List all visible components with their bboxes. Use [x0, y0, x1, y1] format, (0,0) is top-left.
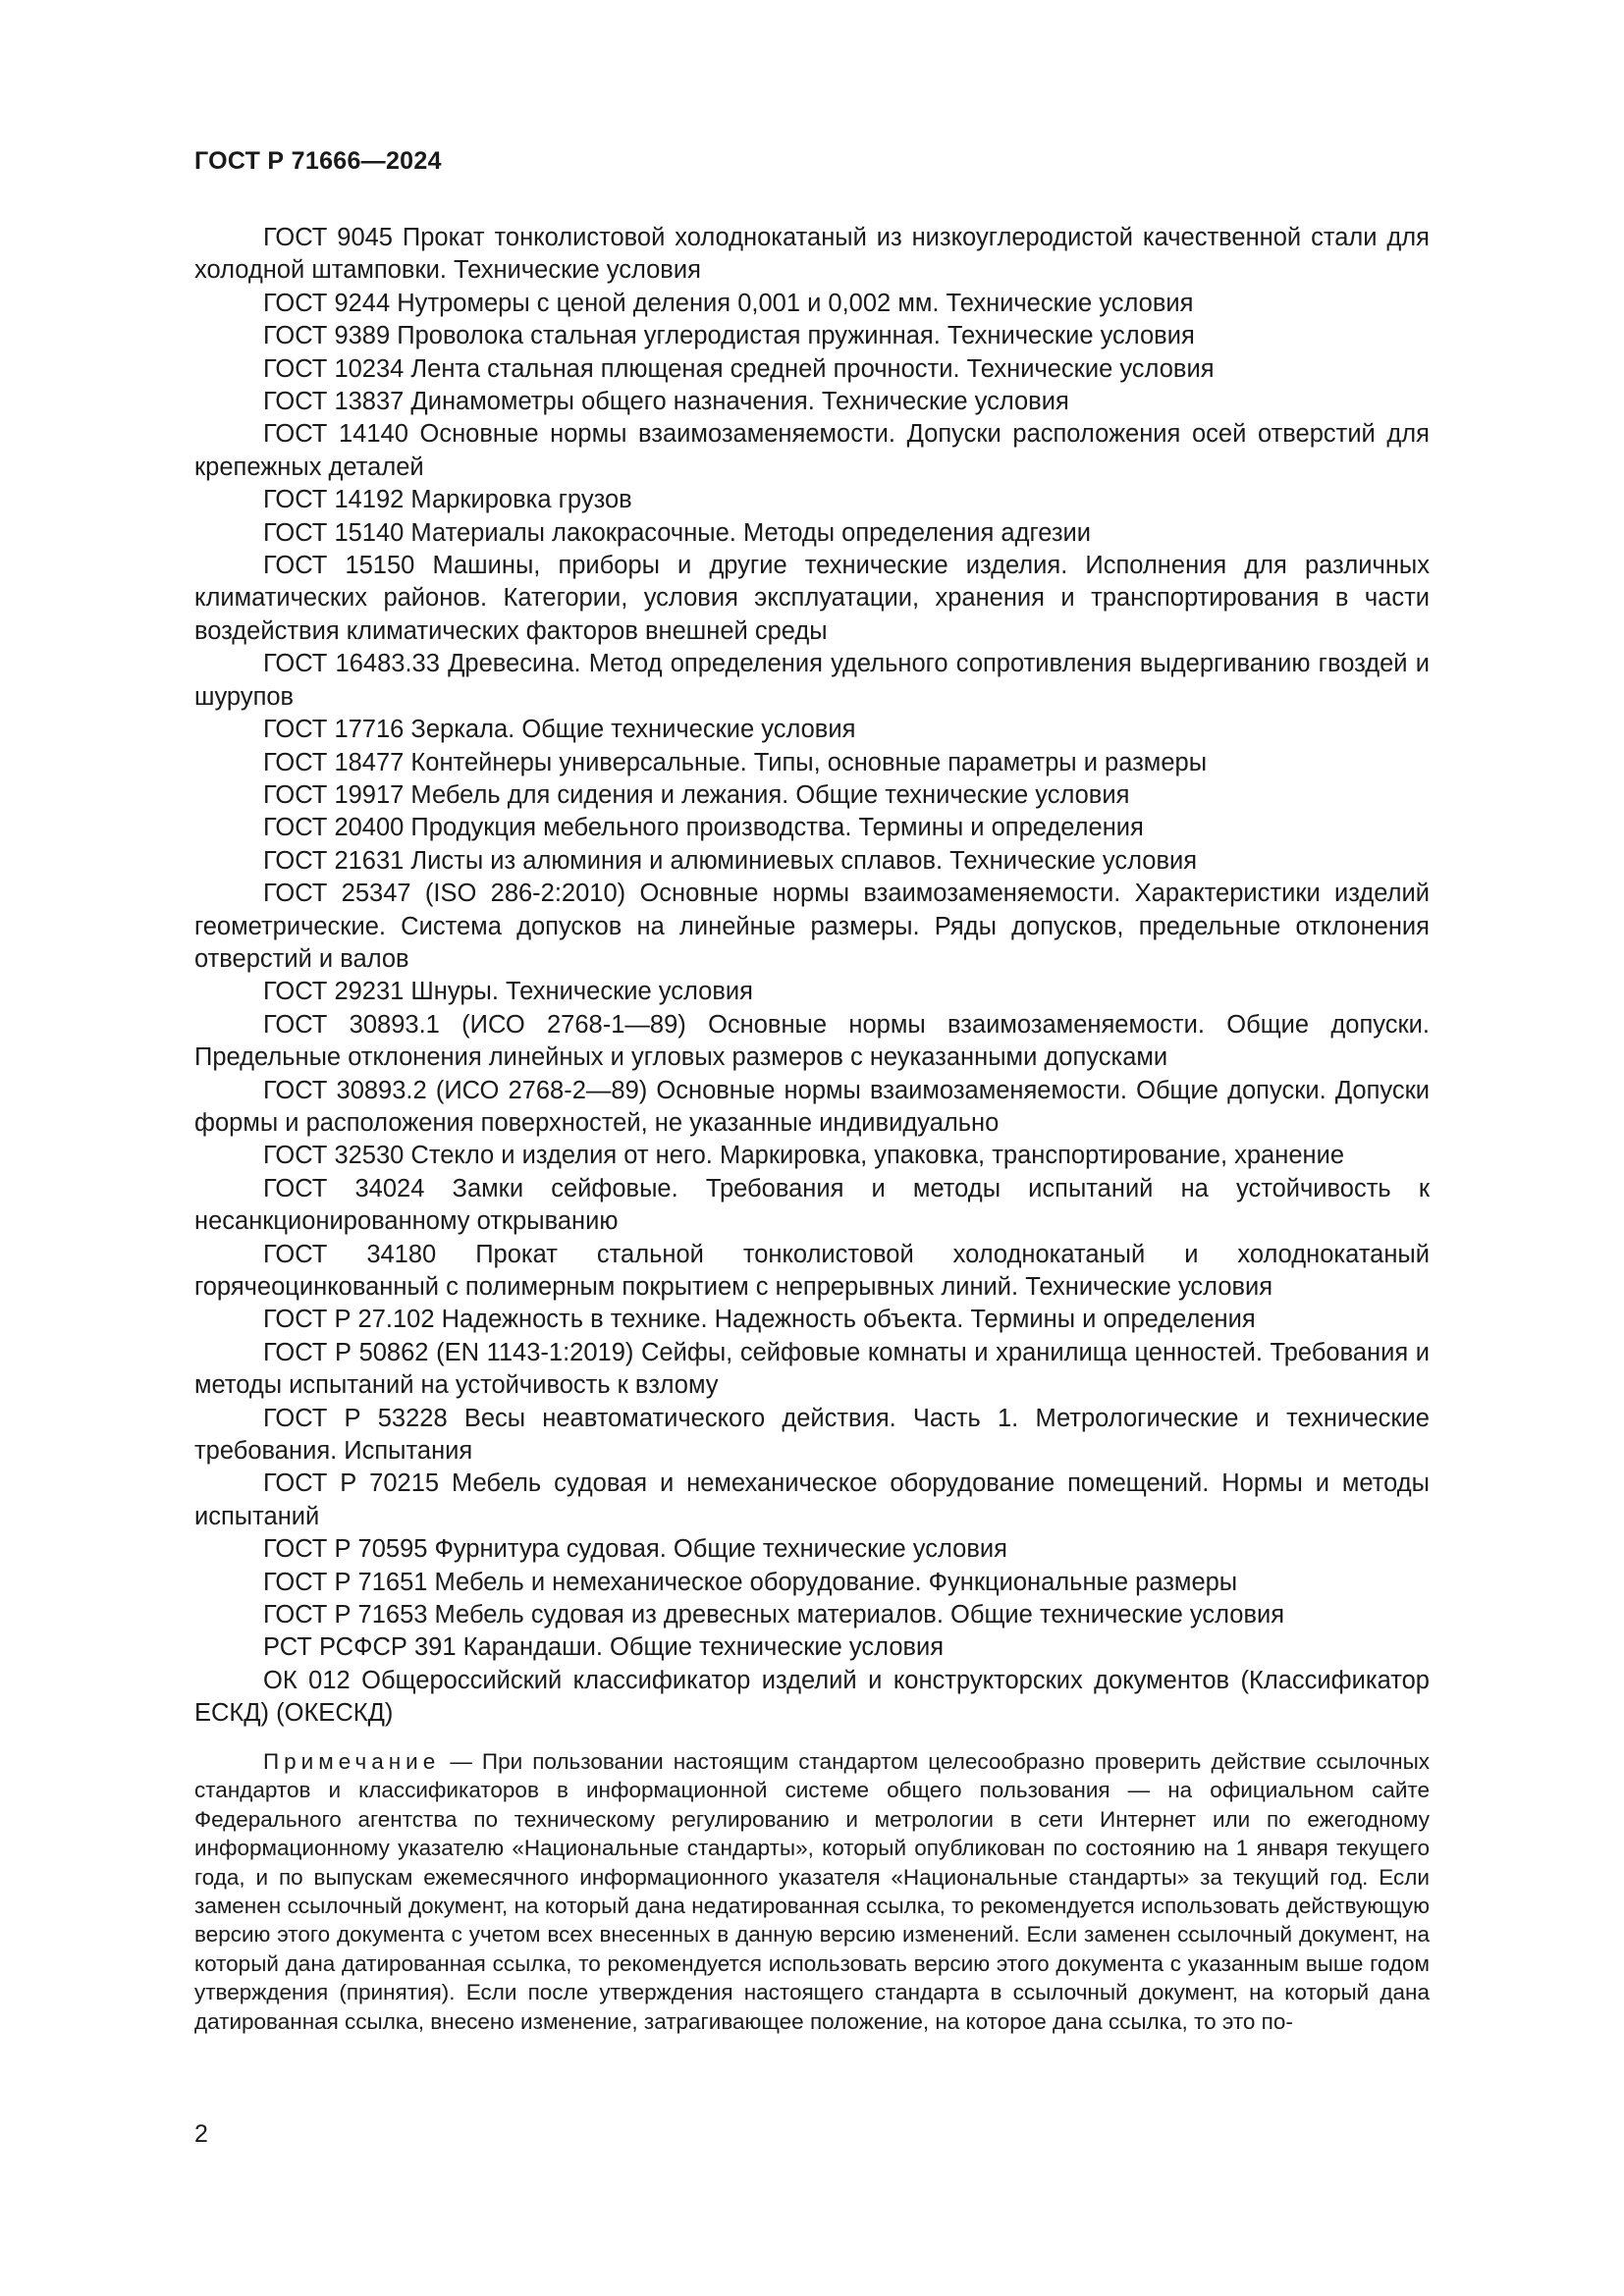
reference-item: ГОСТ 32530 Стекло и изделия от него. Маркировка, упаковка, транспортирование, хранение — [263, 1142, 1345, 1170]
reference-item: ГОСТ Р 53228 Весы неавтоматического действия. Часть 1. Метрологические и технические требования. Испытания — [194, 1404, 1430, 1466]
reference-item: ГОСТ Р 71651 Мебель и немеханическое оборудование. Функциональные размеры — [263, 1568, 1238, 1596]
note-paragraph — [194, 1747, 1430, 2036]
note-text: — При пользовании настоящим стандартом целесообразно проверить действие ссылочных стандартов и классификаторов в информационной системе общего пользования — на официальном сайте Федерального агентства по техническому регулированию и метрологии в сети Интернет или по ежегодному информационному указателю «Национальные стандарты», который опубликован по состоянию на 1 января текущего года, и по выпускам ежемесячного информационного указателя «Национальные стандарты» за текущий год. Если заменен ссылочный документ, на который дана недатированная ссылка, то рекомендуется использовать действующую версию этого документа с учетом всех внесенных в данную версию изменений. Если заменен ссылочный документ, на который дана датированная ссылка, то рекомендуется использовать версию этого документа с указанным выше годом утверждения (принятия). Если после утверждения настоящего стандарта в ссылочный документ, на который дана датированная ссылка, внесено изменение, затрагивающее положение, на которое дана ссылка, то это по- — [194, 1749, 1430, 2034]
reference-item: ГОСТ Р 71653 Мебель судовая из древесных материалов. Общие технические условия — [263, 1601, 1285, 1629]
reference-item: ГОСТ 34180 Прокат стальной тонколистовой холоднокатаный и холоднокатаный горячеоцинкованный с полимерным покрытием с непрерывных линий. Технические условия — [194, 1240, 1430, 1301]
normative-references-list — [194, 222, 1430, 1731]
reference-item: ГОСТ 29231 Шнуры. Технические условия — [263, 978, 753, 1006]
reference-item: ГОСТ 9045 Прокат тонколистовой холоднокатаный из низкоуглеродистой качественной стали для холодной штамповки. Технические условия — [194, 224, 1430, 285]
reference-item: ГОСТ 9244 Нутромеры с ценой деления 0,001 и 0,002 мм. Технические условия — [263, 289, 1194, 317]
note-label: Примечание — [263, 1749, 441, 1774]
reference-item: ГОСТ 30893.1 (ИСО 2768-1—89) Основные нормы взаимозаменяемости. Общие допуски. Предельные отклонения линейных и угловых размеров с неуказанными допусками — [194, 1010, 1430, 1072]
reference-item: ОК 012 Общероссийский классификатор изделий и конструкторских документов (Классификатор ЕСКД) (ОКЕСКД) — [194, 1666, 1430, 1728]
reference-item: ГОСТ 14192 Маркировка грузов — [263, 486, 632, 514]
reference-item: ГОСТ 10234 Лента стальная плющеная средней прочности. Технические условия — [263, 354, 1215, 383]
reference-item: ГОСТ 18477 Контейнеры универсальные. Типы, основные параметры и размеры — [263, 748, 1208, 776]
reference-item: ГОСТ 30893.2 (ИСО 2768-2—89) Основные нормы взаимозаменяемости. Общие допуски. Допуски формы и расположения поверхностей, не указанные индивидуально — [194, 1076, 1430, 1137]
reference-item: ГОСТ Р 70595 Фурнитура судовая. Общие технические условия — [263, 1535, 1007, 1564]
reference-item: ГОСТ 9389 Проволока стальная углеродистая пружинная. Технические условия — [263, 322, 1195, 350]
reference-item: ГОСТ 34024 Замки сейфовые. Требования и методы испытаний на устойчивость к несанкционированному открыванию — [194, 1174, 1430, 1236]
page-number: 2 — [194, 2120, 208, 2148]
reference-item: ГОСТ 15140 Материалы лакокрасочные. Методы определения адгезии — [263, 518, 1092, 547]
reference-item: ГОСТ Р 50862 (EN 1143-1:2019) Сейфы, сейфовые комнаты и хранилища ценностей. Требования и методы испытаний на устойчивость к взлому — [194, 1338, 1430, 1400]
reference-item: ГОСТ 19917 Мебель для сидения и лежания. Общие технические условия — [263, 780, 1130, 809]
reference-item: ГОСТ Р 70215 Мебель судовая и немеханическое оборудование помещений. Нормы и методы испытаний — [194, 1469, 1430, 1530]
reference-item: ГОСТ 15150 Машины, приборы и другие технические изделия. Исполнения для различных климатических районов. Категории, условия эксплуатации, хранения и транспортирования в части воздействия климатических факторов внешней среды — [194, 552, 1430, 645]
reference-item: ГОСТ 20400 Продукция мебельного производства. Термины и определения — [263, 814, 1144, 842]
reference-item: ГОСТ 16483.33 Древесина. Метод определения удельного сопротивления выдергиванию гвоздей и шурупов — [194, 650, 1430, 711]
document-code-header: ГОСТ Р 71666—2024 — [194, 147, 442, 175]
reference-item: ГОСТ 17716 Зеркала. Общие технические условия — [263, 716, 856, 744]
reference-item: ГОСТ 25347 (ISO 286-2:2010) Основные нормы взаимозаменяемости. Характеристики изделий геометрические. Система допусков на линейные размеры. Ряды допусков, предельные отклонения отверстий и валов — [194, 880, 1430, 973]
reference-item: ГОСТ 21631 Листы из алюминия и алюминиевых сплавов. Технические условия — [263, 846, 1198, 875]
reference-item: ГОСТ 13837 Динамометры общего назначения. Технические условия — [263, 388, 1069, 416]
reference-item: ГОСТ 14140 Основные нормы взаимозаменяемости. Допуски расположения осей отверстий для крепежных деталей — [194, 420, 1430, 481]
reference-item: ГОСТ Р 27.102 Надежность в технике. Надежность объекта. Термины и определения — [263, 1306, 1256, 1334]
reference-item: РСТ РСФСР 391 Карандаши. Общие технические условия — [263, 1633, 945, 1662]
